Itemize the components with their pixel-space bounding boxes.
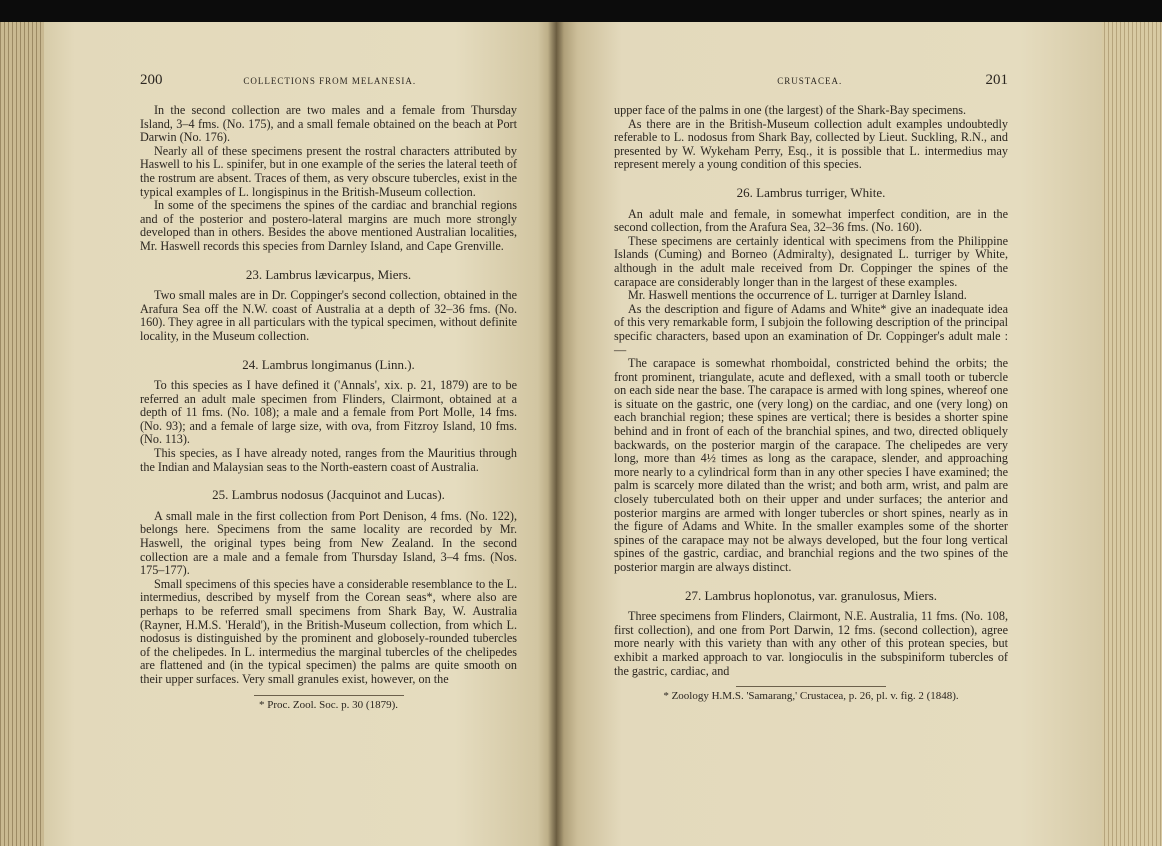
book-gutter [548, 22, 564, 846]
paragraph: Three specimens from Flinders, Clairmont, N.E. Australia, 11 fms. (No. 108, first collection), and one from Port Darwin, 12 fms. (second collection), agree more nearly with this variety than with any other of this protean species, but exhibit a marked approach to var. longioculis in the subspiniform tubercles of the gastric, cardiac, and [614, 609, 1008, 678]
paragraph: Small specimens of this species have a considerable resemblance to the L. intermedius, described by myself from the Corean seas*, where also are perhaps to be referred small specimens from Shark Bay, W. Australia (Rayner, H.M.S. 'Herald'), in the British-Museum collection, from which L. nodosus is distinguished by the prominent and globosely-rounded tubercles of the chelipedes. In L. intermedius the marginal tubercles of the chelipedes are flattened and (in the typical specimen) the palms are quite smooth on their upper surfaces. Very small granules exist, however, on the [140, 576, 517, 686]
paragraph: The carapace is somewhat rhomboidal, constricted behind the orbits; the front prominent, triangulate, acute and deflexed, with a small tooth or tubercle on each side near the base. The carapace is armed with long spines, whereof one is situate on the gastric, one (very long) on the cardiac, and one (very long) on each branchial region; these spines are vertical; there is besides a shorter spine behind and in front of each of the branchial spines, and two, directed obliquely backwards, on the posterior margin of the carapace. The chelipedes are very long, more than 4½ times as long as the carapace, slender, and approaching more nearly to a cylindrical form than in any other species I have examined; the palm is scarcely more dilated than the wrist; and both arm, wrist, and palm are closely tuberculated both on their upper and under surfaces; the anterior and posterior margins are armed with longer tubercles or short spines, nearly as in the figure of Adams and White. In the smaller examples some of the shorter spines of the carapace may not be always developed, but the four long vertical spines of the gastric, cardiac, and branchial regions and the two spines of the posterior margin are always distinct. [614, 356, 1008, 574]
left-running-header [140, 74, 517, 96]
paragraph: Mr. Haswell mentions the occurrence of L. turriger at Darnley Island. [628, 288, 967, 303]
species-heading: 23. Lambrus lævicarpus, Miers. [245, 266, 412, 282]
right-running-header [614, 74, 1008, 96]
paragraph: Nearly all of these specimens present the rostral characters attributed by Haswell to his L. spinifer, but in one example of the series the lateral teeth of the rostrum are absent. Traces of them, as very obscure tubercles, exist in the typical examples of L. longispinus in the British-Museum collection. [140, 143, 517, 199]
page-number: 200 [140, 72, 163, 88]
scanner-top-edge [0, 0, 1162, 22]
right-text-column [614, 74, 1008, 704]
species-heading: 26. Lambrus turriger, White. [736, 184, 886, 200]
left-text-column [140, 74, 517, 712]
paragraph: A small male in the first collection from Port Denison, 4 fms. (No. 122), belongs here. Specimens from the same locality are recorded by Mr. Haswell, the original types being from New Zealand. In the second collection are a male and a female from Thursday Island, 3–4 fms. (Nos. 175–177). [140, 508, 517, 578]
paragraph: upper face of the palms in one (the largest) of the Shark-Bay specimens. [614, 103, 967, 117]
species-heading: 27. Lambrus hoplonotus, var. granulosus, Miers. [684, 587, 938, 603]
species-heading: 25. Lambrus nodosus (Jacquinot and Lucas). [212, 487, 445, 503]
species-heading: 24. Lambrus longimanus (Linn.). [242, 356, 415, 372]
paragraph: These specimens are certainly identical with specimens from the Philippine Islands (Cuming) and Borneo (Admiralty), designated L. turriger by White, although in the adult male received from Dr. Coppinger the spines of the carapace are considerably longer than in the largest of these examples. [614, 233, 1008, 289]
paragraph: As the description and figure of Adams and White* give an inadequate idea of this very remarkable form, I subjoin the following description of the principal specific characters, based upon an examination of Dr. Coppinger's adult male :— [614, 301, 1008, 357]
footnote: * Zoology H.M.S. 'Samarang,' Crustacea, p. 26, pl. v. fig. 2 (1848). [663, 690, 959, 703]
footnote: * Proc. Zool. Soc. p. 30 (1879). [258, 698, 398, 711]
left-page-edges [0, 22, 48, 846]
page-number: 201 [985, 72, 1008, 88]
running-title: COLLECTIONS FROM MELANESIA. [243, 76, 417, 86]
right-page-edges [1100, 22, 1162, 846]
paragraph: This species, as I have already noted, ranges from the Mauritius through the Indian and Malaysian seas to the North-eastern coast of Australia. [140, 446, 517, 474]
running-title: CRUSTACEA. [777, 76, 843, 86]
paragraph: In some of the specimens the spines of the cardiac and branchial regions and of the posterior and postero-lateral margins are much more strongly developed than in others. Besides the above mentioned Australian localities, Mr. Haswell records this species from Darnley Island, and Cape Grenville. [140, 198, 517, 253]
paragraph: An adult male and female, in somewhat imperfect condition, are in the second collection, from the Arafura Sea, 32–36 fms. (No. 160). [614, 206, 1008, 235]
footnote-rule [736, 686, 886, 687]
paragraph: As there are in the British-Museum collection adult examples undoubtedly referable to L. nodosus from Shark Bay, collected by Lieut. Suckling, R.N., and presented by W. Wykeham Perry, Esq., it is possible that L. intermedius may represent merely a young condition of this species. [614, 116, 1008, 172]
paragraph: Two small males are in Dr. Coppinger's second collection, obtained in the Arafura Sea off the N.W. coast of Australia at a depth of 32–36 fms. (No. 160). They agree in all particulars with the typical specimen, without definite locality, in the Museum collection. [140, 288, 517, 343]
paragraph: In the second collection are two males and a female from Thursday Island, 3–4 fms. (No. 175), and a small female obtained on the beach at Port Darwin (No. 176). [140, 103, 517, 145]
footnote-rule [254, 695, 404, 696]
paragraph: To this species as I have defined it ('Annals', xix. p. 21, 1879) are to be referred an adult male specimen from Flinders, Clairmont, obtained at a depth of 11 fms. (No. 108); a male and a female from Port Molle, 14 fms. (No. 93); and a female of large size, with ova, from Fitzroy Island, 10 fms. (No. 113). [140, 378, 517, 447]
